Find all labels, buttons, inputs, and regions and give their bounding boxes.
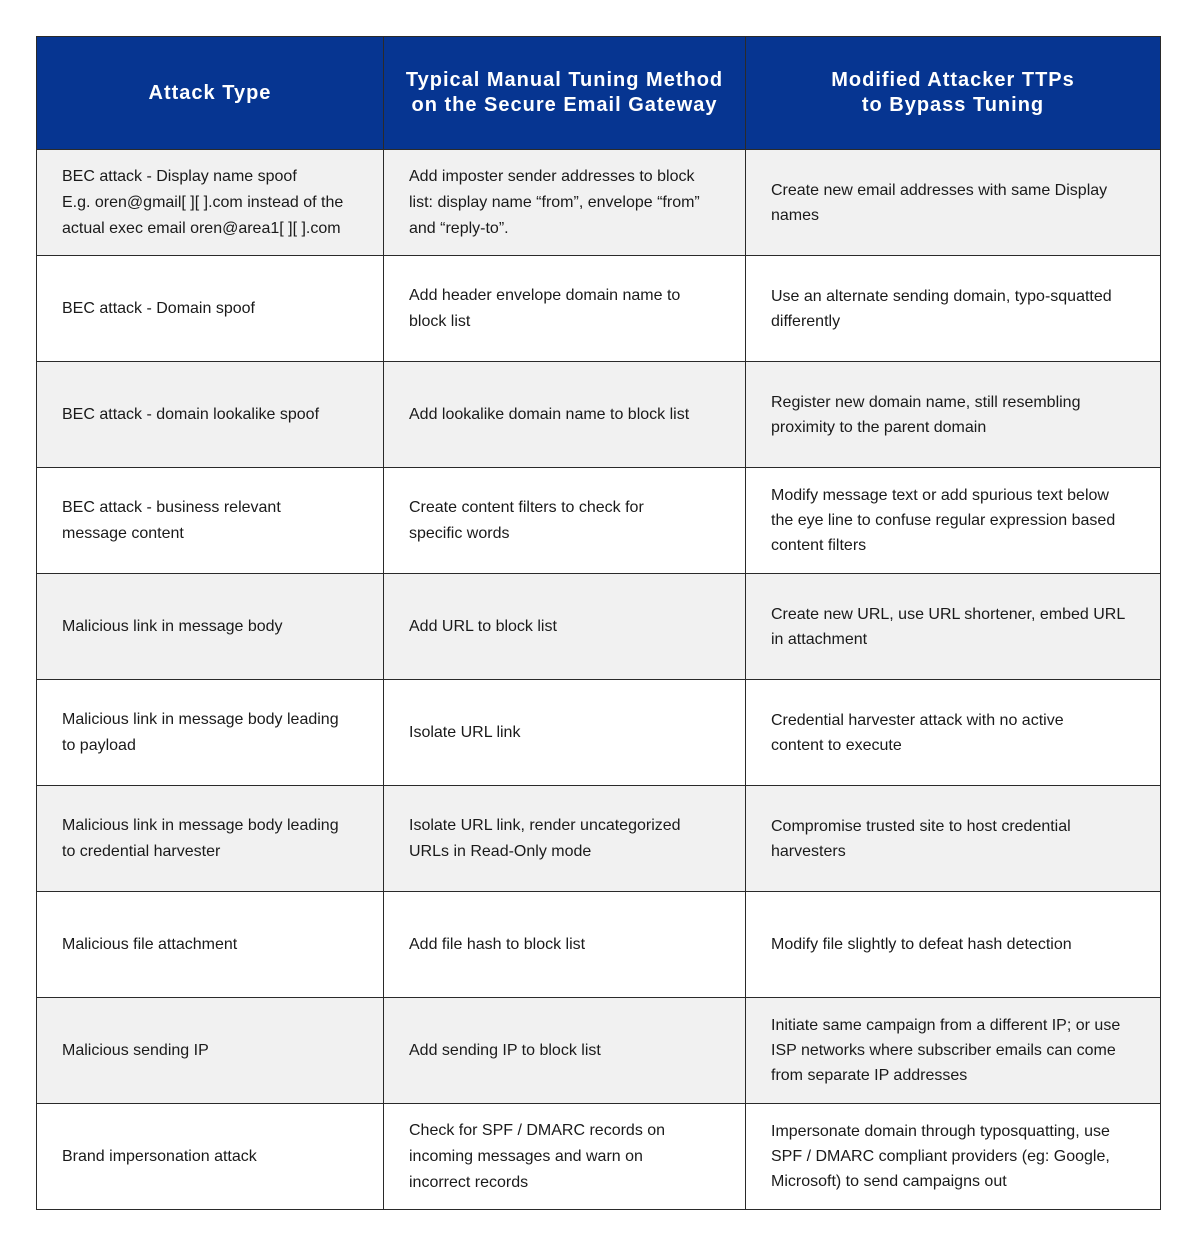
- cell-tuning-method: Add URL to block list: [384, 574, 746, 680]
- cell-tuning-method: Create content filters to check for specific words: [384, 468, 746, 574]
- cell-attacker-ttps: Compromise trusted site to host credential harvesters: [746, 786, 1161, 892]
- cell-attack-type: Malicious link in message body leading to credential harvester: [37, 786, 384, 892]
- table-row: [37, 362, 1161, 468]
- cell-attack-type: Malicious sending IP: [37, 998, 384, 1104]
- cell-attacker-ttps: Initiate same campaign from a different IP; or use ISP networks where subscriber emails can come from separate IP addresses: [746, 998, 1161, 1104]
- cell-attack-type: BEC attack - domain lookalike spoof: [37, 362, 384, 468]
- table-row: [37, 1104, 1161, 1210]
- table-row: [37, 786, 1161, 892]
- cell-attack-type: BEC attack - business relevant message content: [37, 468, 384, 574]
- tuning-comparison-table: [36, 36, 1161, 1210]
- table-row: [37, 150, 1161, 256]
- cell-attack-type: BEC attack - Display name spoof E.g. oren@gmail[ ][ ].com instead of the actual exec email oren@area1[ ][ ].com: [37, 150, 384, 256]
- cell-attacker-ttps: Use an alternate sending domain, typo-squatted differently: [746, 256, 1161, 362]
- cell-attacker-ttps: Modify file slightly to defeat hash detection: [746, 892, 1161, 998]
- cell-tuning-method: Add sending IP to block list: [384, 998, 746, 1104]
- table-row: [37, 680, 1161, 786]
- header-attack-type: Attack Type: [37, 37, 384, 150]
- cell-attack-type: Malicious file attachment: [37, 892, 384, 998]
- header-row: [37, 37, 1161, 150]
- cell-attack-type: Brand impersonation attack: [37, 1104, 384, 1210]
- cell-attacker-ttps: Credential harvester attack with no active content to execute: [746, 680, 1161, 786]
- cell-attacker-ttps: Impersonate domain through typosquatting, use SPF / DMARC compliant providers (eg: Google, Microsoft) to send campaigns out: [746, 1104, 1161, 1210]
- cell-tuning-method: Add imposter sender addresses to block list: display name “from”, envelope “from” and “reply-to”.: [384, 150, 746, 256]
- table-row: [37, 892, 1161, 998]
- cell-tuning-method: Isolate URL link, render uncategorized URLs in Read-Only mode: [384, 786, 746, 892]
- table-row: [37, 574, 1161, 680]
- cell-attacker-ttps: Create new email addresses with same Display names: [746, 150, 1161, 256]
- cell-tuning-method: Add lookalike domain name to block list: [384, 362, 746, 468]
- cell-tuning-method: Check for SPF / DMARC records on incoming messages and warn on incorrect records: [384, 1104, 746, 1210]
- cell-tuning-method: Isolate URL link: [384, 680, 746, 786]
- header-attacker-ttps: Modified Attacker TTPs to Bypass Tuning: [746, 37, 1161, 150]
- cell-tuning-method: Add file hash to block list: [384, 892, 746, 998]
- cell-tuning-method: Add header envelope domain name to block list: [384, 256, 746, 362]
- cell-attacker-ttps: Modify message text or add spurious text below the eye line to confuse regular expression based content filters: [746, 468, 1161, 574]
- cell-attack-type: Malicious link in message body: [37, 574, 384, 680]
- table-row: [37, 998, 1161, 1104]
- table-row: [37, 256, 1161, 362]
- table-body: [37, 150, 1161, 1210]
- cell-attack-type: BEC attack - Domain spoof: [37, 256, 384, 362]
- header-tuning-method: Typical Manual Tuning Method on the Secure Email Gateway: [384, 37, 746, 150]
- cell-attacker-ttps: Create new URL, use URL shortener, embed URL in attachment: [746, 574, 1161, 680]
- cell-attack-type: Malicious link in message body leading to payload: [37, 680, 384, 786]
- table-header: [37, 37, 1161, 150]
- cell-attacker-ttps: Register new domain name, still resembling proximity to the parent domain: [746, 362, 1161, 468]
- table-row: [37, 468, 1161, 574]
